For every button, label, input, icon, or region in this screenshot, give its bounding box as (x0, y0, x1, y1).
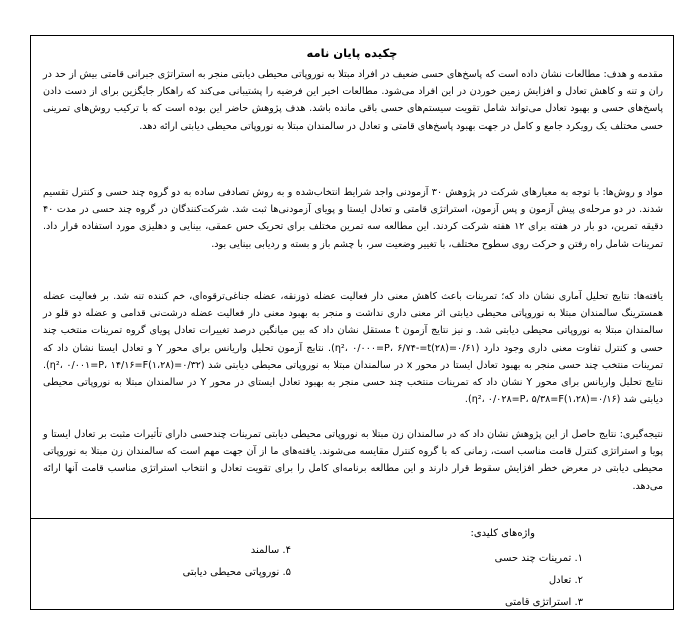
keywords-divider (31, 518, 673, 519)
keyword-item: ۱. تمرینات چند حسی (494, 553, 583, 564)
keywords-column-right (443, 548, 583, 614)
conclusion-paragraph: نتیجه‌گیری: نتایج حاصل از این پژوهش نشان داد که در سالمندان زن مبتلا به نوروپاتی محیطی دیابتی تمرینات چندحسی دارای تأثیرات مثبت بر تعادل ایستا و پویا و استراتژی کنترل قامت مناسب است، زمانی که با گروه کنترل مقایسه می‌شوند. یافته‌های ما از آن جهت مهم است که سالمندان زن مبتلا به نوروپاتی محیطی دیابتی در معرض خطر افزایش سقوط قرار دارند و این مطالعه برنامه‌ای کامل را برای تقویت تعادل و انتخاب استراتژی مناسب قامت آنها ارائه می‌دهد. (43, 429, 663, 492)
keyword-item: ۴. سالمند (250, 545, 291, 556)
abstract-title: چکیده پایان نامه (306, 46, 398, 60)
introduction-paragraph: مقدمه و هدف: مطالعات نشان داده است که پاسخ‌های حسی ضعیف در افراد مبتلا به نوروپاتی محیطی دیابتی منجر به استراتژی جبرانی قامتی بیش از حد در ران و تنه و کاهش تعادل و افزایش زمین خوردن در این افراد می‌شود. مطالعات اخیر این فرضیه را پشتیبانی می‌کند که راهکار جایگزین برای از دست دادن پاسخ‌های حسی و بهبود تعادل می‌تواند شامل تقویت سیستم‌های حسی باقی مانده باشد. هدف پژوهش حاضر این بوده است که با ترکیب روش‌های تمرینی حسی مختلف یک رویکرد جامع و کامل در جهت بهبود پاسخ‌های قامتی و تعادل در سالمندان مبتلا به نوروپاتی محیطی دیابتی ارائه دهد. (43, 69, 663, 132)
keywords-column-left (151, 540, 291, 584)
methods-paragraph: مواد و روش‌ها: با توجه به معیارهای شرکت در پژوهش ۳۰ آزمودنی واجد شرایط انتخاب‌شده و به روش تصادفی ساده به دو گروه چند حسی و کنترل تقسیم شدند. در دو مرحله‌ی پیش آزمون و پس آزمون، استراتژی قامتی و تعادل ایستا و پویای آزمودنی‌ها ثبت شد. شرکت‌کنندگان در گروه چند حسی در مدت ۴۰ دقیقه تمرین، دو بار در هفته برای ۱۲ هفته شرکت کردند. این مطالعه سه تمرین مختلف برای تحریک حس عمقی، بینایی و دهلیزی مورد استفاده قرار داد. تمرینات شامل راه رفتن و حرکت روی سطوح مختلف، با تغییر وضعیت سر، با چشم باز و بسته و ردیابی بینایی بود. (43, 187, 664, 250)
abstract-box (30, 35, 674, 610)
keyword-item: ۳. استراتژی قامتی (504, 597, 583, 608)
keyword-item: ۵. نوروپاتی محیطی دیابتی (182, 567, 291, 578)
results-paragraph: یافته‌ها: نتایج تحلیل آماری نشان داد که؛ تمرینات باعث کاهش معنی دار فعالیت عضله ذوزنقه، عضله جناغی‌ترقوه‌ای، خم کننده تنه شد. بر فعالیت عضله همسترینگ سالمندان مبتلا به نوروپاتی محیطی دیابتی اثر معنی داری نداشت و منجر به بهبود معنی دار فعالیت عضله درشت‌نی قدامی و عضله دو قلو در سالمندان مبتلا به نوروپاتی محیطی دیابتی شد. و نیز نتایج آزمون ‌‌t مستقل نشان داد که بین میانگین درصد تغییرات تعادل پویای گروه تمرینات منتخب چند حسی و کنترل تفاوت معنی داری وجود دارد (۰/۶۱=η²، ۰/۰۰۰=P، ۶/۷۴-=t(۲۸)). نتایج آزمون تحلیل واریانس برای محور Y و تعادل ایستا نشان داد که تمرینات منتخب چند حسی منجر به بهبود تعادل ایستا در محور x در سالمندان مبتلا به نوروپاتی محیطی دیابتی شد (۰/۳۲=η²، ۰/۰۰۱=P، ۱۴/۱۶=F(۱،۲۸)). نتایج تحلیل واریانس برای محور Y نشان داد که تمرینات منتخب چند حسی منجر به بهبود تعادل ایستای در محور Y در سالمندان مبتلا به نوروپاتی محیطی دیابتی شد (۰/۱۶=η²، ۰/۰۲۸=P، ۵/۳۸=F(۱،۲۸)). (43, 291, 664, 406)
keyword-item: ۲. تعادل (548, 575, 583, 586)
keywords-title: واژه‌های کلیدی: (470, 528, 535, 539)
